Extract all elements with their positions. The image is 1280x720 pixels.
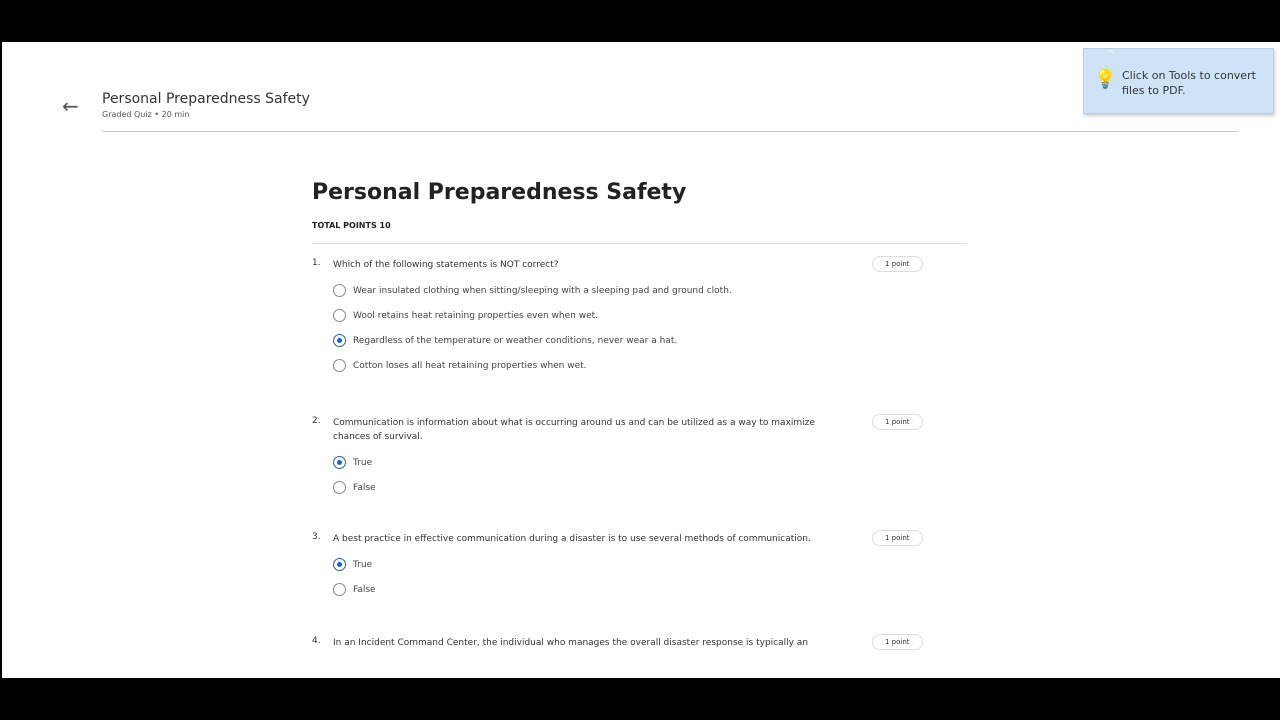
points-badge: 1 point <box>872 256 923 272</box>
radio-button[interactable] <box>333 359 346 372</box>
question-text: In an Incident Command Center, the individual who manages the overall disaster response is typically an <box>333 638 809 648</box>
question-number: 1. <box>312 258 321 268</box>
answer-option[interactable] <box>333 284 967 297</box>
header-subtitle: Graded Quiz • 20 min <box>102 110 190 119</box>
answer-option[interactable] <box>333 359 967 372</box>
option-label: False <box>353 482 376 493</box>
points-badge: 1 point <box>872 530 923 546</box>
answer-option[interactable] <box>333 334 967 347</box>
question <box>312 258 967 372</box>
radio-button[interactable] <box>333 456 346 469</box>
option-label: Regardless of the temperature or weather conditions, never wear a hat. <box>353 335 678 346</box>
header-title: Personal Preparedness Safety <box>102 91 310 107</box>
points-badge: 1 point <box>872 414 923 430</box>
tooltip-text: Click on Tools to convert files to PDF. <box>1122 69 1256 97</box>
option-label: True <box>353 559 373 570</box>
divider <box>312 243 967 244</box>
radio-button[interactable] <box>333 583 346 596</box>
answer-option[interactable] <box>333 456 967 469</box>
page-title: Personal Preparedness Safety <box>312 180 687 205</box>
pdf-tooltip[interactable] <box>1083 48 1274 114</box>
question <box>312 532 967 596</box>
question-text: Communication is information about what is occurring around us and can be utilized as a way to maximize chances of survival. <box>333 418 815 442</box>
question <box>312 636 967 650</box>
answer-option[interactable] <box>333 481 967 494</box>
question <box>312 416 967 494</box>
question-text: A best practice in effective communication during a disaster is to use several methods of communication. <box>333 534 811 544</box>
radio-button[interactable] <box>333 284 346 297</box>
question-number: 3. <box>312 532 321 542</box>
caret-up-icon: ^ <box>1106 49 1115 60</box>
lightbulb-icon: 💡 <box>1094 69 1117 90</box>
option-label: True <box>353 457 373 468</box>
answer-option[interactable] <box>333 309 967 322</box>
radio-button[interactable] <box>333 334 346 347</box>
question-number: 4. <box>312 636 321 646</box>
quiz-page <box>2 42 1280 678</box>
radio-button[interactable] <box>333 558 346 571</box>
back-arrow-icon[interactable]: ← <box>62 94 79 118</box>
option-label: Wear insulated clothing when sitting/sleeping with a sleeping pad and ground cloth. <box>353 285 732 296</box>
question-text: Which of the following statements is NOT correct? <box>333 260 559 270</box>
question-number: 2. <box>312 416 321 426</box>
answer-option[interactable] <box>333 583 967 596</box>
radio-button[interactable] <box>333 309 346 322</box>
option-label: Wool retains heat retaining properties even when wet. <box>353 310 599 321</box>
radio-button[interactable] <box>333 481 346 494</box>
option-label: Cotton loses all heat retaining properties when wet. <box>353 360 587 371</box>
answer-option[interactable] <box>333 558 967 571</box>
header-divider <box>102 131 1238 132</box>
option-label: False <box>353 584 376 595</box>
points-badge: 1 point <box>872 634 923 650</box>
quiz-content <box>312 180 967 650</box>
total-points: TOTAL POINTS 10 <box>312 221 391 230</box>
